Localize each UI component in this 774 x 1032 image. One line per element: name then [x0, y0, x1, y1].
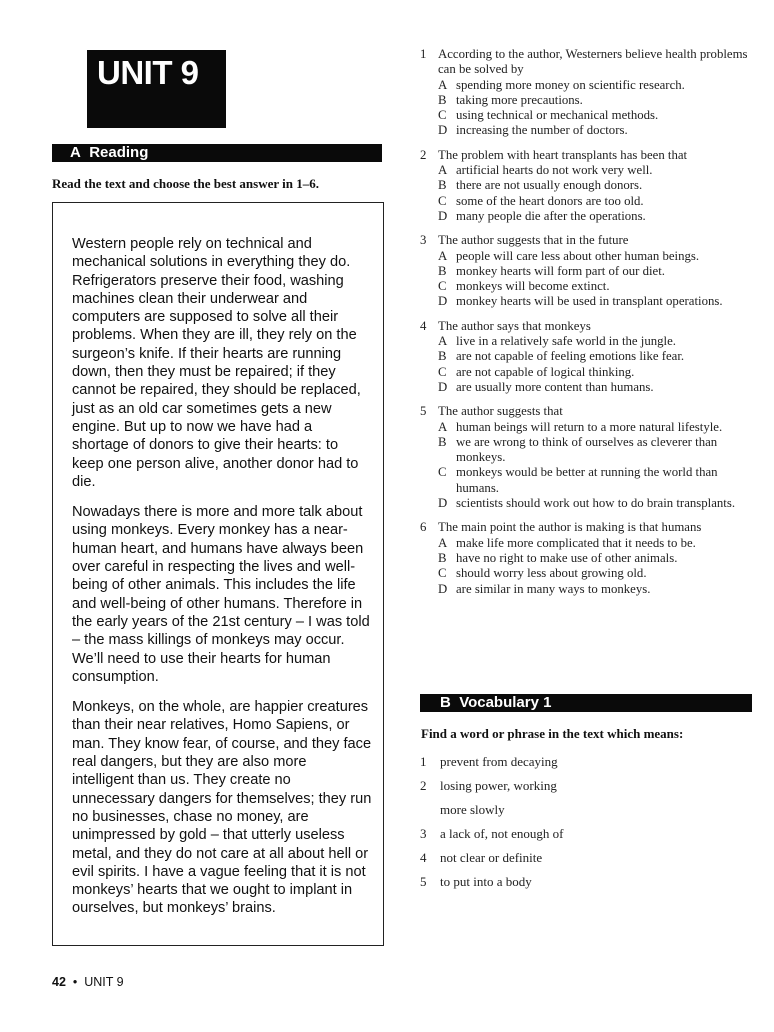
section-b-letter: B	[440, 694, 451, 711]
question-item	[420, 404, 760, 511]
vocabulary-definition: more slowly	[440, 802, 505, 817]
answer-option	[438, 380, 760, 395]
option-text: scientists should work out how to do brain transplants.	[456, 496, 736, 511]
answer-option	[438, 334, 760, 349]
answer-option	[438, 123, 760, 138]
option-letter: D	[438, 496, 448, 511]
answer-option	[438, 349, 760, 364]
option-letter: B	[438, 550, 447, 565]
option-letter: D	[438, 123, 448, 138]
option-text: there are not usually enough donors.	[456, 178, 643, 193]
option-letter: B	[438, 178, 447, 193]
answer-option	[438, 582, 760, 597]
option-letter: A	[438, 535, 448, 550]
option-text: some of the heart donors are too old.	[456, 193, 644, 208]
answer-option	[438, 264, 760, 279]
section-a-instruction: Read the text and choose the best answer in 1–6.	[52, 176, 319, 191]
question-number: 4	[420, 318, 427, 333]
page-number: 42	[52, 975, 66, 989]
option-letter: C	[438, 279, 447, 294]
section-a-header	[52, 144, 382, 162]
question-number: 2	[420, 147, 427, 162]
reading-passage	[72, 235, 372, 930]
option-letter: A	[438, 248, 448, 263]
question-stem: According to the author, Westerners believe health problems can be solved by	[438, 47, 748, 77]
option-letter: C	[438, 108, 447, 123]
answer-option	[438, 566, 760, 581]
answer-option	[438, 496, 760, 511]
option-letter: D	[438, 581, 448, 596]
vocabulary-definition: not clear or definite	[440, 850, 543, 865]
question-stem: The author suggests that	[438, 404, 563, 419]
question-item	[420, 520, 760, 596]
option-letter: C	[438, 566, 447, 581]
vocabulary-definition: a lack of, not enough of	[440, 826, 564, 841]
answer-option	[438, 465, 760, 496]
vocabulary-number: 1	[420, 754, 427, 769]
answer-option	[438, 551, 760, 566]
option-text: spending more money on scientific research.	[456, 77, 685, 92]
section-a-letter: A	[70, 144, 81, 161]
option-letter: A	[438, 334, 448, 349]
answer-option	[438, 194, 760, 209]
answer-option	[438, 365, 760, 380]
option-letter: B	[438, 92, 447, 107]
answer-option	[438, 78, 760, 93]
option-letter: A	[438, 77, 448, 92]
vocabulary-item	[420, 798, 760, 822]
vocabulary-item	[420, 846, 760, 870]
passage-paragraph: Western people rely on technical and mechanical solutions in everything they do. Refrigerators preserve their food, washing machines clean their underwear and computers are supposed to solve all their problems. When they are ill, they rely on the surgeon’s knife. If their hearts are running down, then they must be repaired; if they cannot be repaired, they should be replaced, just as an old car sometimes gets a new engine. But up to now we have had a shortage of donors to give their hearts: to keep one person alive, another donor had to die.	[72, 236, 361, 490]
option-text: people will care less about other human beings.	[456, 248, 700, 263]
section-b-header	[420, 694, 752, 712]
option-text: monkey hearts will be used in transplant operations.	[456, 294, 723, 309]
option-letter: A	[438, 163, 448, 178]
question-item	[420, 319, 760, 395]
option-letter: C	[438, 364, 447, 379]
vocabulary-number: 2	[420, 778, 427, 793]
option-text: increasing the number of doctors.	[456, 123, 628, 138]
option-letter: B	[438, 349, 447, 364]
option-letter: D	[438, 294, 448, 309]
option-text: many people die after the operations.	[456, 208, 646, 223]
answer-option	[438, 178, 760, 193]
option-text: have no right to make use of other animals.	[456, 550, 678, 565]
option-text: are not capable of feeling emotions like fear.	[456, 349, 685, 364]
answer-option	[438, 163, 760, 178]
vocabulary-definition: prevent from decaying	[440, 754, 558, 769]
option-text: human beings will return to a more natural lifestyle.	[456, 419, 723, 434]
question-number: 3	[420, 233, 427, 248]
section-b-instruction: Find a word or phrase in the text which means:	[421, 726, 684, 741]
vocabulary-definition: losing power, working	[440, 778, 557, 793]
option-text: using technical or mechanical methods.	[456, 108, 659, 123]
option-letter: D	[438, 379, 448, 394]
vocabulary-definition: to put into a body	[440, 874, 532, 889]
vocabulary-number: 4	[420, 850, 427, 865]
question-item	[420, 148, 760, 224]
footer-bullet: •	[72, 975, 78, 989]
footer-unit-label: UNIT 9	[84, 975, 124, 989]
vocabulary-number: 3	[420, 826, 427, 841]
passage-paragraph: Nowadays there is more and more talk about using monkeys. Every monkey has a near-human heart, and humans have always been over careful in respecting the lives and well-being of other animals. This includes the life and well-being of other humans. Therefore in the early years of the 21st century – I was told – the mass killings of monkeys may occur. We’ll need to use their hearts for human consumption.	[72, 504, 370, 685]
option-text: taking more precautions.	[456, 92, 583, 107]
page-footer	[52, 975, 124, 989]
vocabulary-item	[420, 822, 760, 846]
question-item	[420, 233, 760, 309]
answer-option	[438, 294, 760, 309]
answer-option	[438, 108, 760, 123]
question-stem: The author suggests that in the future	[438, 233, 629, 248]
option-text: should worry less about growing old.	[456, 566, 647, 581]
question-stem: The main point the author is making is that humans	[438, 520, 702, 535]
option-text: artificial hearts do not work very well.	[456, 163, 653, 178]
answer-option	[438, 249, 760, 264]
option-letter: B	[438, 434, 447, 449]
passage-paragraph: Monkeys, on the whole, are happier creatures than their near relatives, Homo Sapiens, or man. They know fear, of course, and they face real dangers, but they are also more intelligent than us. They create no unnecessary dangers for themselves; they run no businesses, chase no money, are unimpressed by gold – that utterly useless metal, and they do not care at all about hell or evil spirits. I have a vague feeling that it is not monkeys’ hearts that we ought to implant in ourselves, but monkeys’ brains.	[72, 699, 372, 917]
question-number: 6	[420, 520, 427, 535]
option-letter: C	[438, 465, 447, 480]
option-text: monkeys would be better at running the world than humans.	[456, 465, 718, 495]
section-b-title: Vocabulary 1	[459, 694, 552, 711]
option-text: we are wrong to think of ourselves as cleverer than monkeys.	[456, 434, 718, 465]
option-text: monkey hearts will form part of our diet.	[456, 263, 665, 278]
answer-option	[438, 435, 760, 466]
option-text: are not capable of logical thinking.	[456, 364, 635, 379]
vocabulary-number: 5	[420, 874, 427, 889]
answer-option	[438, 209, 760, 224]
question-list	[420, 47, 760, 606]
vocabulary-list	[420, 750, 760, 894]
vocabulary-item	[420, 774, 760, 798]
option-letter: A	[438, 419, 448, 434]
option-text: live in a relatively safe world in the jungle.	[456, 334, 676, 349]
vocabulary-item	[420, 750, 760, 774]
section-a-title: Reading	[89, 144, 149, 161]
question-stem: The author says that monkeys	[438, 318, 591, 333]
option-letter: D	[438, 208, 448, 223]
question-number: 5	[420, 404, 427, 419]
answer-option	[438, 420, 760, 435]
vocabulary-item	[420, 870, 760, 894]
answer-option	[438, 536, 760, 551]
option-letter: B	[438, 263, 447, 278]
option-text: are similar in many ways to monkeys.	[456, 581, 651, 596]
question-number: 1	[420, 47, 427, 61]
question-stem: The problem with heart transplants has been that	[438, 147, 688, 162]
answer-option	[438, 279, 760, 294]
option-text: are usually more content than humans.	[456, 379, 654, 394]
option-text: make life more complicated that it needs to be.	[456, 535, 696, 550]
answer-option	[438, 93, 760, 108]
unit-title: UNIT 9	[97, 54, 199, 91]
question-item	[420, 47, 760, 139]
option-text: monkeys will become extinct.	[456, 279, 610, 294]
option-letter: C	[438, 193, 447, 208]
